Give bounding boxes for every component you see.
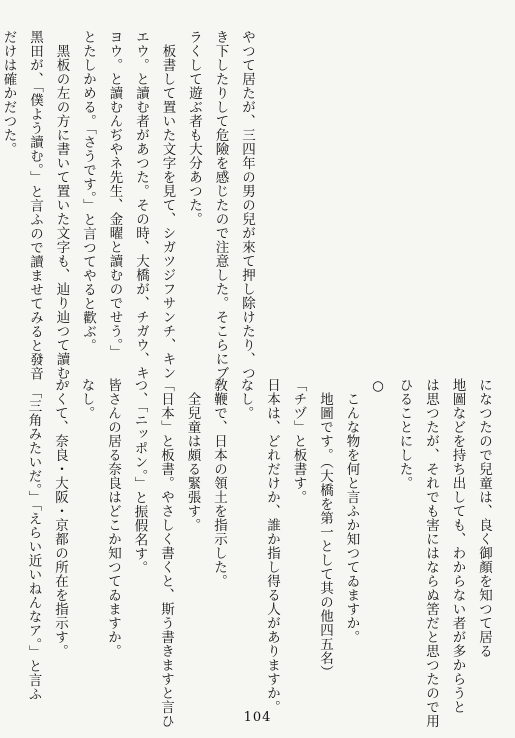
text-line: こんな物を何と言ふか知つてゐますか。 <box>343 378 360 644</box>
text-line: になつたので兒童は、良く御顏を知つて居る <box>476 378 492 658</box>
text-line: つ、「ニッポン。」と振假名す。 <box>131 378 148 575</box>
text-line: ひることにした。 <box>396 378 413 490</box>
text-line: エウ。と讀む者があつた。その時、大橋が、チガウ、キ <box>133 30 149 380</box>
text-line: き下したりして危險を感じたので注意した。そこらにブ <box>212 30 229 380</box>
text-line: だけは確かだつた。 <box>0 30 17 156</box>
text-line: 黑板の左の方に書いて置いた文字も、辿り辿つて讀む。 <box>53 30 70 394</box>
text-line: なし。 <box>237 378 254 420</box>
text-line: やつて居たが、三四年の男の兒が來て押し除けたり、つ <box>239 30 255 380</box>
text-line: ラくして遊ぶ者も大分あつた。 <box>186 30 202 226</box>
text-line: 日本は、どれだけか、誰か指し得る人がありますか。 <box>264 378 280 714</box>
text-line: かくて、奈良・大阪・京都の所在を指示す。 <box>52 378 68 658</box>
text-line: 全兒童は頗る緊張す。 <box>184 378 201 532</box>
text-line: ヨウ。と讀むんぢやネ先生、金曜と讀むのでせう。」 <box>106 30 123 360</box>
text-line: とたしかめる。「さうです。」と言つてやると歡ぶ。 <box>80 30 96 353</box>
text-line: なし。 <box>78 378 95 420</box>
section-divider-circle: ○ <box>370 378 386 395</box>
text-line: 地圖です。（大橋を第一として其の他四五名） <box>317 378 333 680</box>
text-line: 板書して置いた文字を見て、シガツジフサンチ、キン <box>159 30 176 380</box>
text-line: 敎鞭で、日本の領土を指示した。 <box>211 378 227 588</box>
text-line: 地圖などを持ち出しても、わからない者が多からうと <box>449 378 466 714</box>
text-line: 「三角みたいだ。」「えらい近いねんなア。」と言ふ <box>25 378 42 701</box>
text-line: 黑田が、「僕よう讀む。」と言ふので讀ませてみると發音 <box>27 30 43 381</box>
page-number: 104 <box>243 710 272 725</box>
text-line: は思つたが、それでも害にはならぬ筈だと思つたので用 <box>423 378 439 728</box>
text-line: 「チヅ」と板書す。 <box>290 378 307 504</box>
text-line: 皆さんの居る奈良はどこか知つてゐますか。 <box>105 378 121 658</box>
text-line: 「日本」と板書。やさしく書くと、斯う書きますと言ひ <box>158 378 174 728</box>
